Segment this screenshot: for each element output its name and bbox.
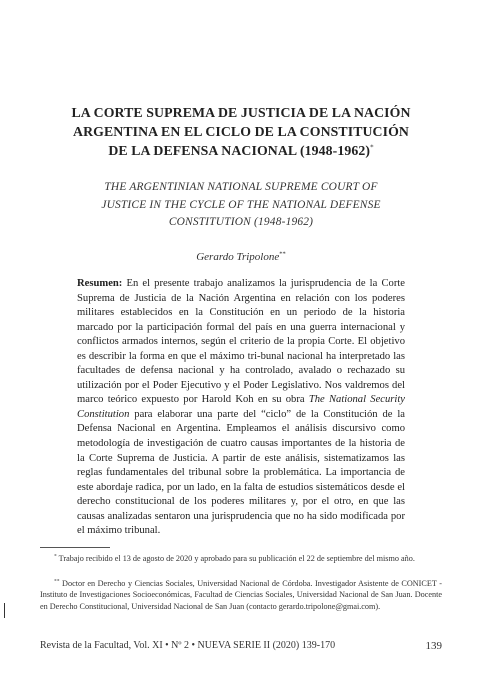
footnote-2: [40, 578, 442, 612]
abstract-label: Resumen:: [77, 278, 123, 289]
author-footnote-marker[interactable]: **: [279, 250, 286, 258]
title-footnote-marker[interactable]: *: [370, 143, 374, 152]
footnote-separator: [40, 547, 110, 548]
footnote-2-text: Doctor en Derecho y Ciencias Sociales, Universidad Nacional de Córdoba. Investigador Asistente de CONICET - Instituto de Investigaciones Socioeconómicas, Facultad de Ciencias Sociales, Universidad Nacional de San Juan. Docente en Derecho Constitucional, Universidad Nacional de San Juan (contacto gerardo.tripolone@gmai.com).: [40, 579, 442, 611]
article-title: [40, 103, 442, 160]
abstract-book-title: The National Security Constitution: [77, 394, 405, 420]
page-footer: [40, 640, 442, 651]
english-title-line-2: JUSTICE IN THE CYCLE OF THE NATIONAL DEFENSE: [101, 198, 381, 211]
title-line-2: ARGENTINA EN EL CICLO DE LA CONSTITUCIÓN: [73, 124, 409, 139]
footnote-1-text: Trabajo recibido el 13 de agosto de 2020 y aprobado para su publicación el 22 de septiembre del mismo año.: [56, 554, 415, 563]
page-number: 139: [425, 640, 442, 652]
english-title: [50, 179, 432, 232]
title-line-3: [40, 141, 442, 160]
english-title-line-3: CONSTITUTION (1948-1962): [168, 216, 314, 228]
author-line: [100, 251, 382, 263]
footnote-1: [40, 553, 442, 564]
abstract: [77, 277, 405, 539]
journal-citation: Revista de la Facultad, Vol. XI • Nº 2 • NUEVA SERIE II (2020) 139-170: [40, 640, 336, 651]
abstract-text-part-1: En el presente trabajo analizamos la jurisprudencia de la Corte Suprema de Justicia de la Nación Argentina en relación con los poderes militares establecidos en la Constitución en un periodo de la historia marcado por la participación formal del país en una guerra internacional y conflictos armados internos, según el criterio de la propia Corte. El objetivo es describir la forma en que el máximo tri-bunal nacional ha interpretado las facultades de defensa nacional y ha controlado, avalado o rechazado su utilización por el Poder Ejecutivo y el Poder Legislativo. Nos valdremos del marco teórico expuesto por Harold Koh en su obra: [77, 278, 405, 406]
author-name: Gerardo Tripolone: [196, 251, 280, 263]
footnote-1-marker: *: [54, 553, 57, 560]
margin-mark: [4, 603, 5, 618]
footnote-2-marker: **: [54, 578, 60, 585]
title-line-1: LA CORTE SUPREMA DE JUSTICIA DE LA NACIÓN: [71, 105, 411, 120]
english-title-line-1: THE ARGENTINIAN NATIONAL SUPREME COURT OF: [104, 181, 378, 193]
abstract-text-part-2: para elaborar una parte del “ciclo” de la Constitución de la Defensa Nacional en Argentina. Empleamos el análisis discursivo como metodología de investigación de cuatro causas importantes de la historia de la Corte Suprema de Justicia. A partir de este análisis, sistematizamos las reglas fundamentales del tribunal sobre la problemática. La importancia de este abordaje radica, por un lado, en la falta de estudios sistemáticos desde el derecho constitucional de los poderes militares y, por el otro, en que las causas analizadas sentaron una jurisprudencia que no ha sido modificada por el máximo tribunal.: [77, 408, 405, 537]
title-line-3-text: DE LA DEFENSA NACIONAL (1948-1962): [108, 143, 371, 158]
